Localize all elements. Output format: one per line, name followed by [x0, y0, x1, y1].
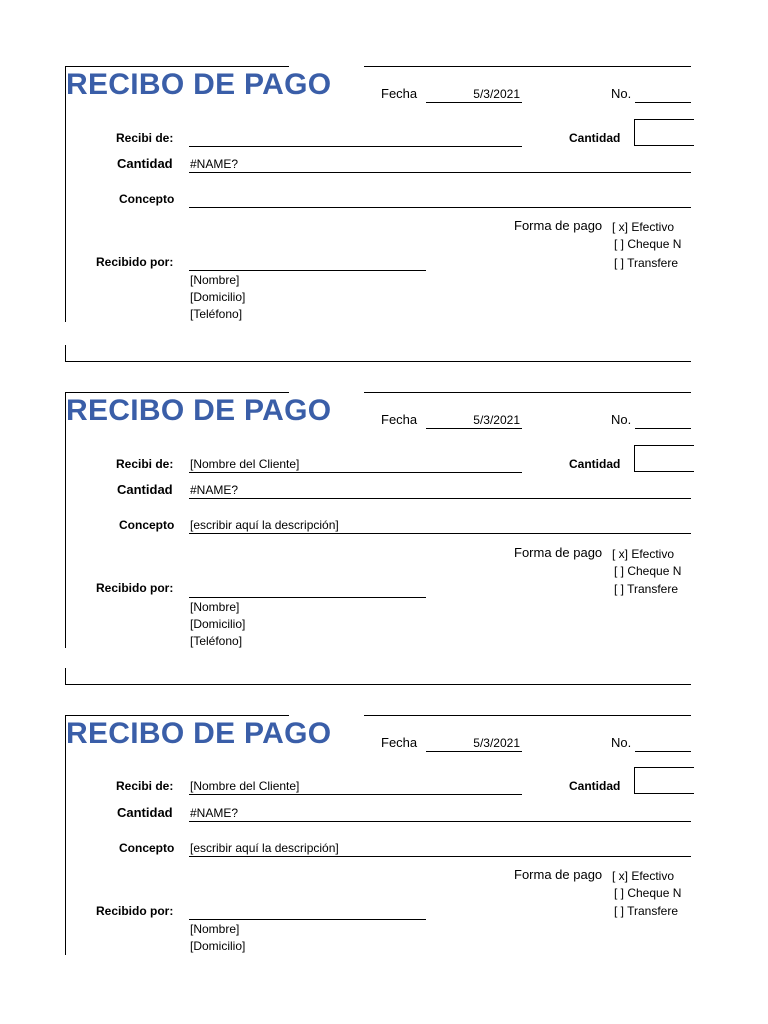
payment-option-cheque[interactable]: [ ] Cheque N	[614, 564, 682, 578]
no-field[interactable]	[635, 102, 691, 103]
divider	[66, 66, 289, 67]
recibido-por-field[interactable]	[189, 270, 426, 271]
cantidad-underline	[189, 498, 691, 499]
receipt-title: RECIBO DE PAGO	[66, 717, 332, 750]
telefono-text: [Teléfono]	[190, 634, 243, 648]
recibi-de-underline	[189, 794, 522, 795]
no-field[interactable]	[635, 751, 691, 752]
nombre-text: [Nombre]	[190, 273, 240, 287]
cantidad-label: Cantidad	[117, 805, 173, 820]
divider	[65, 392, 66, 648]
fecha-label: Fecha	[381, 86, 418, 101]
forma-pago-label: Forma de pago	[514, 545, 603, 560]
cantidad-field[interactable]: #NAME?	[190, 157, 239, 171]
concepto-label: Concepto	[119, 192, 175, 206]
cantidad-box-label: Cantidad	[569, 779, 621, 793]
divider	[65, 66, 66, 322]
concepto-underline	[189, 207, 691, 208]
fecha-field[interactable]: 5/3/2021	[473, 87, 520, 101]
fecha-label: Fecha	[381, 412, 418, 427]
domicilio-text: [Domicilio]	[190, 290, 246, 304]
nombre-text: [Nombre]	[190, 600, 240, 614]
cantidad-label: Cantidad	[117, 156, 173, 171]
cantidad-box[interactable]	[634, 445, 694, 472]
divider	[364, 66, 691, 67]
cantidad-box[interactable]	[634, 119, 694, 146]
fecha-field[interactable]: 5/3/2021	[473, 736, 520, 750]
no-field[interactable]	[635, 428, 691, 429]
recibido-por-label: Recibido por:	[96, 581, 174, 595]
fecha-underline	[426, 428, 522, 429]
recibido-por-field[interactable]	[189, 919, 426, 920]
payment-option-cheque[interactable]: [ ] Cheque N	[614, 886, 682, 900]
receipt-2	[0, 326, 768, 656]
domicilio-text: [Domicilio]	[190, 617, 246, 631]
cantidad-field[interactable]: #NAME?	[190, 483, 239, 497]
concepto-field[interactable]: [escribir aquí la descripción]	[190, 841, 339, 855]
receipt-title: RECIBO DE PAGO	[66, 394, 332, 427]
recibi-de-underline	[189, 472, 522, 473]
payment-option-efectivo[interactable]: [ x] Efectivo	[612, 869, 675, 883]
divider	[66, 715, 289, 716]
concepto-field[interactable]: [escribir aquí la descripción]	[190, 518, 339, 532]
cantidad-label: Cantidad	[117, 482, 173, 497]
recibi-de-field[interactable]: [Nombre del Cliente]	[190, 779, 300, 793]
cantidad-box[interactable]	[634, 767, 694, 794]
recibido-por-label: Recibido por:	[96, 255, 174, 269]
divider	[364, 392, 691, 393]
recibi-de-underline	[189, 146, 522, 147]
cantidad-box-label: Cantidad	[569, 457, 621, 471]
recibido-por-field[interactable]	[189, 597, 426, 598]
fecha-underline	[426, 102, 522, 103]
fecha-field[interactable]: 5/3/2021	[473, 413, 520, 427]
cantidad-underline	[189, 172, 691, 173]
payment-option-efectivo[interactable]: [ x] Efectivo	[612, 547, 675, 561]
nombre-text: [Nombre]	[190, 922, 240, 936]
recibi-de-label: Recibi de:	[116, 131, 174, 145]
divider	[66, 392, 289, 393]
no-label: No.	[611, 86, 632, 101]
concepto-underline	[189, 533, 691, 534]
cantidad-field[interactable]: #NAME?	[190, 806, 239, 820]
no-label: No.	[611, 412, 632, 427]
forma-pago-label: Forma de pago	[514, 218, 603, 233]
divider	[364, 715, 691, 716]
receipt-1	[0, 0, 768, 330]
cantidad-underline	[189, 821, 691, 822]
fecha-label: Fecha	[381, 735, 418, 750]
concepto-label: Concepto	[119, 841, 175, 855]
domicilio-text: [Domicilio]	[190, 939, 246, 953]
concepto-label: Concepto	[119, 518, 175, 532]
forma-pago-label: Forma de pago	[514, 867, 603, 882]
receipt-3	[0, 649, 768, 1024]
recibi-de-field[interactable]: [Nombre del Cliente]	[190, 457, 300, 471]
recibido-por-label: Recibido por:	[96, 904, 174, 918]
payment-option-transferencia[interactable]: [ ] Transfere	[614, 256, 679, 270]
recibi-de-label: Recibi de:	[116, 457, 174, 471]
payment-option-transferencia[interactable]: [ ] Transfere	[614, 904, 679, 918]
cantidad-box-label: Cantidad	[569, 131, 621, 145]
no-label: No.	[611, 735, 632, 750]
recibi-de-label: Recibi de:	[116, 779, 174, 793]
payment-option-efectivo[interactable]: [ x] Efectivo	[612, 220, 675, 234]
payment-option-transferencia[interactable]: [ ] Transfere	[614, 582, 679, 596]
payment-option-cheque[interactable]: [ ] Cheque N	[614, 237, 682, 251]
receipt-title: RECIBO DE PAGO	[66, 68, 332, 101]
fecha-underline	[426, 751, 522, 752]
telefono-text: [Teléfono]	[190, 307, 243, 321]
divider	[65, 715, 66, 955]
concepto-underline	[189, 856, 691, 857]
